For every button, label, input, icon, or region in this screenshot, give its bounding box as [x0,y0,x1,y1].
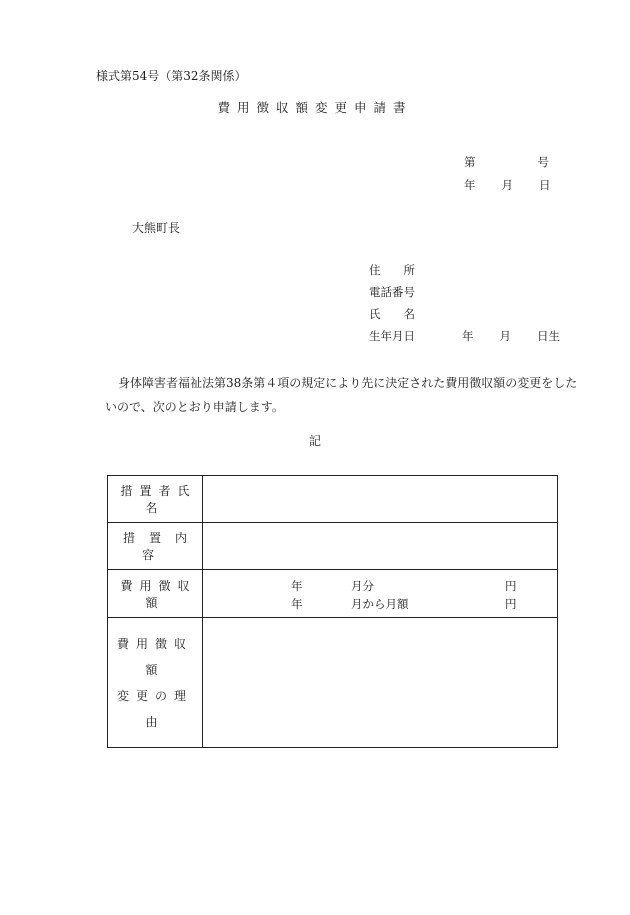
fee1-yen: 円 [505,578,517,593]
birth-month: 月 [499,329,511,343]
form-number: 様式第54号（第32条関係） [96,69,247,83]
doc-number-prefix: 第 [464,155,476,169]
fee2-yen: 円 [505,596,517,611]
fee-line-1 [203,576,557,594]
body-paragraph: 身体障害者福祉法第38条第４項の規定により先に決定された費用徴収額の変更をしたいので、次のとおり申請します。 [105,376,578,414]
table-row [108,523,558,570]
birth-year: 年 [462,329,474,343]
reason-label-line1: 費用徴収額 [116,636,193,677]
row-label-person: 措置者氏名 [108,476,203,523]
reason-cell [203,618,558,748]
document-title: 費用徴収額変更申請書 [217,100,413,115]
birthdate-row [369,331,560,343]
person-name-cell [203,476,558,523]
table-row [108,476,558,523]
fee1-month: 月分 [351,578,374,593]
row-label-content: 措置内容 [108,523,203,570]
reason-label-line2: 変更の理由 [116,688,193,729]
phone-label: 電話番号 [369,285,415,299]
date-year: 年 [464,178,476,192]
name-label: 氏 名 [369,307,415,321]
row-label-reason [108,618,203,748]
table-row [108,570,558,618]
fee-cell [203,570,558,618]
birth-day: 日生 [537,329,560,343]
ki-heading: 記 [308,434,321,448]
application-table [107,475,558,748]
table-row [108,618,558,748]
application-date [464,180,551,192]
fee1-year: 年 [291,578,303,593]
row-label-fee: 費用徴収額 [108,570,203,618]
recipient: 大熊町長 [132,221,181,235]
fee2-year: 年 [291,596,303,611]
address-label: 住 所 [369,263,415,277]
date-day: 日 [539,178,551,192]
birthdate-label: 生年月日 [369,329,415,343]
doc-number-suffix: 号 [537,155,549,169]
date-month: 月 [501,178,513,192]
document-number [464,157,549,169]
fee2-month: 月から月額 [351,596,409,611]
fee-line-2 [203,594,557,612]
content-cell [203,523,558,570]
